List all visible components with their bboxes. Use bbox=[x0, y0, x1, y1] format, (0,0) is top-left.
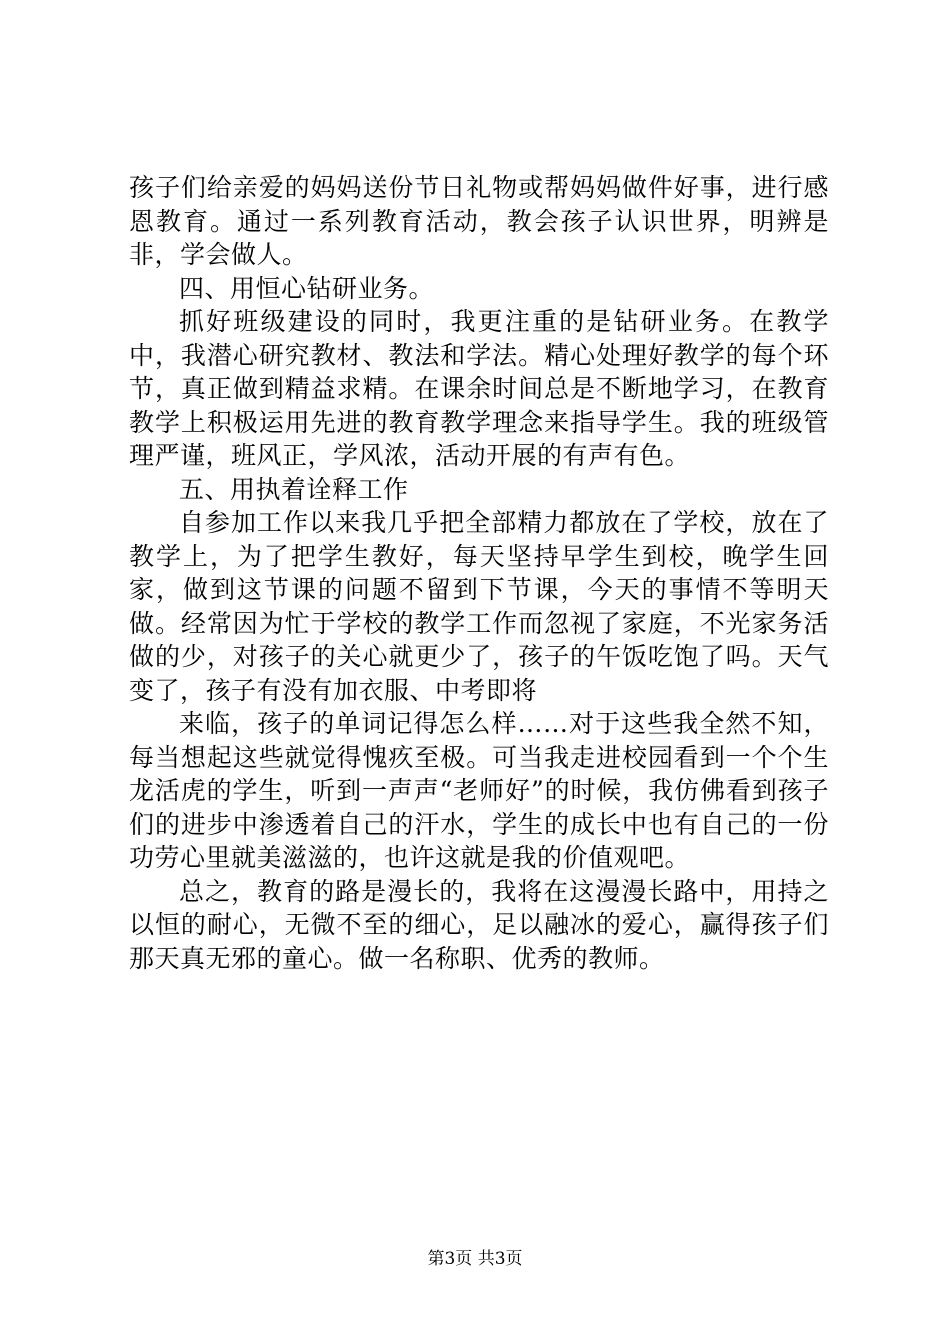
page-number-footer: 第3页 共3页 bbox=[427, 1249, 523, 1269]
paragraph-conclusion: 总之，教育的路是漫长的，我将在这漫漫长路中，用持之以恒的耐心，无微不至的细心，足以融冰的爱心，赢得孩子们那天真无邪的童心。做一名称职、优秀的教师。 bbox=[129, 876, 829, 973]
paragraph-study: 抓好班级建设的同时，我更注重的是钻研业务。在教学中，我潜心研究教材、教法和学法。精心处理好教学的每个环节，真正做到精益求精。在课余时间总是不断地学习，在教育教学上积极运用先进的教育教学理念来指导学生。我的班级管理严谨，班风正，学风浓，活动开展的有声有色。 bbox=[129, 307, 829, 470]
section-heading-5: 五、用执着诠释工作 bbox=[179, 474, 409, 504]
paragraph-continuation: 孩子们给亲爱的妈妈送份节日礼物或帮妈妈做件好事，进行感恩教育。通过一系列教育活动，教会孩子认识世界，明辨是非，学会做人。 bbox=[129, 173, 829, 269]
paragraph-dedication: 自参加工作以来我几乎把全部精力都放在了学校，放在了教学上，为了把学生教好，每天坚持早学生到校，晚学生回家，做到这节课的问题不留到下节课，今天的事情不等明天做。经常因为忙于学校的教学工作而忽视了家庭，不光家务活做的少，对孩子的关心就更少了，孩子的午饭吃饱了吗。天气变了，孩子有没有加衣服、中考即将 bbox=[129, 508, 829, 705]
section-heading-4: 四、用恒心钻研业务。 bbox=[179, 273, 435, 303]
paragraph-reflection: 来临，孩子的单词记得怎么样……对于这些我全然不知，每当想起这些就觉得愧疚至极。可当我走进校园看到一个个生龙活虎的学生，听到一声声“老师好”的时候，我仿佛看到孩子们的进步中渗透着自己的汗水，学生的成长中也有自己的一份功劳心里就美滋滋的，也许这就是我的价值观吧。 bbox=[129, 709, 829, 872]
document-body bbox=[129, 171, 829, 975]
